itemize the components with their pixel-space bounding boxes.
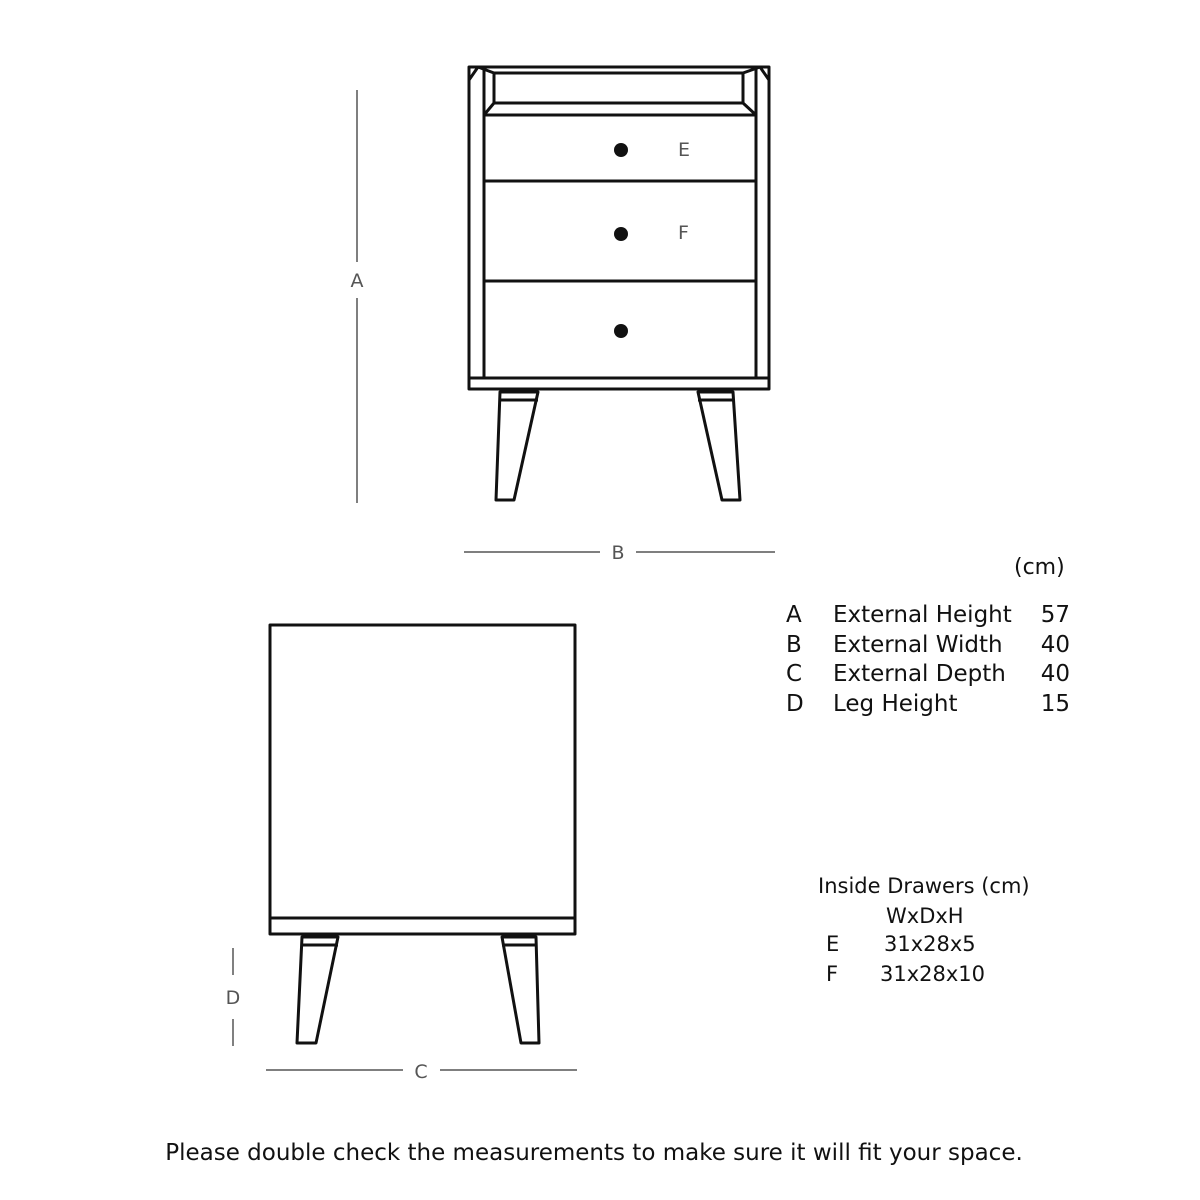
spec-value: 57 [1040, 602, 1070, 628]
side-right-leg [502, 937, 539, 1043]
dimension-c-label: C [414, 1061, 428, 1083]
front-left-leg [496, 392, 538, 500]
spec-unit-note: (cm) [1014, 555, 1065, 580]
spec-key: D [786, 691, 804, 717]
dimension-a-label: A [350, 270, 364, 292]
inside-drawers-title: Inside Drawers (cm) [818, 874, 1030, 898]
drawer-knob-top [614, 143, 628, 157]
spec-name: Leg Height [833, 691, 958, 717]
spec-key: A [786, 602, 802, 628]
inside-drawer-key: E [826, 932, 840, 956]
drawer-label-middle: F [678, 222, 689, 244]
inside-drawer-value: 31x28x10 [880, 962, 986, 986]
side-body-outline [270, 625, 575, 934]
front-view [469, 67, 769, 500]
spec-name: External Height [833, 602, 1012, 628]
spec-value: 40 [1040, 632, 1070, 658]
side-view [270, 625, 575, 1043]
side-left-leg [297, 937, 338, 1043]
drawer-knob-middle [614, 227, 628, 241]
inside-drawer-key: F [826, 962, 839, 986]
inside-drawer-value: 31x28x5 [884, 932, 976, 956]
front-left-top-post [469, 67, 494, 103]
spec-key: B [786, 632, 802, 658]
dimension-d-label: D [225, 987, 241, 1009]
spec-key: C [786, 661, 803, 687]
spec-value: 40 [1040, 661, 1070, 687]
front-gallery-right-chamfer [743, 103, 756, 115]
front-right-leg [698, 392, 740, 500]
dimension-b-label: B [611, 542, 625, 564]
spec-name: External Depth [833, 661, 1006, 687]
inside-drawers-header: WxDxH [886, 904, 964, 928]
footer-note: Please double check the measurements to make sure it will fit your space. [165, 1140, 1023, 1166]
drawer-knob-bottom [614, 324, 628, 338]
drawer-label-top: E [678, 139, 691, 161]
spec-name: External Width [833, 632, 1003, 658]
spec-value: 15 [1040, 691, 1070, 717]
